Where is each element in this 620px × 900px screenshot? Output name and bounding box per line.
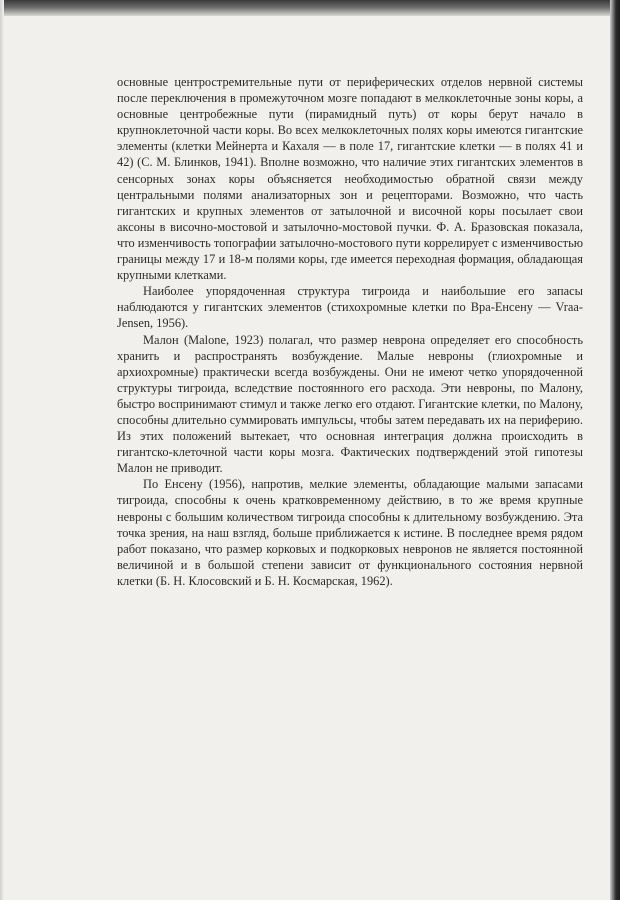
body-text — [117, 74, 583, 589]
scan-left-edge — [0, 0, 4, 900]
paragraph-malone: Малон (Malone, 1923) полагал, что размер неврона определяет его способность хранить и распространять возбуждение. Малые невроны (глиохромные и архиохромные) практически всегда возбуждены. Они не имеют четко упорядоченной структуры тигроида, вследствие постоянного его расхода. Эти невроны, по Малону, быстро воспринимают стимул и также легко его отдают. Гигантские клетки, по Малону, способны длительно суммировать импульсы, чтобы затем передавать их на периферию. Из этих положений вытекает, что основная интеграция должна происходить в гигантско-клеточной части коры мозга. Фактических подтверждений этой гипотезы Малон не приводит. — [117, 332, 583, 476]
scan-right-edge — [610, 0, 620, 900]
paragraph-jensen: По Енсену (1956), напротив, мелкие элементы, обладающие малыми запасами тигроида, способны к очень кратковременному действию, в то же время крупные невроны с большим количеством тигроида способны к длительному возбуждению. Эта точка зрения, на наш взгляд, больше приближается к истине. В последнее время рядом работ показано, что размер корковых и подкорковых невронов не является постоянной величиной и в большой степени зависит от функционального состояния нервной клетки (Б. Н. Клосовский и Б. Н. Космарская, 1962). — [117, 477, 583, 588]
paragraph-tigroid-structure: Наиболее упорядоченная структура тигроида и наибольшие его запасы наблюдаются у гигантских элементов (стихохромные клетки по Вра-Енсену — Vraa-Jensen, 1956). — [117, 284, 583, 331]
paragraph-continuation: основные центростремительные пути от периферических отделов нервной системы после переключения в промежуточном мозге попадают в мелкоклеточные зоны коры, а основные центробежные пути (пирамидный путь) от коры берут начало в крупноклеточной части коры. Во всех мелкоклеточных полях коры имеются гигантские элементы (клетки Мейнерта и Кахаля — в поле 17, гигантские клетки — в полях 41 и 42) (С. М. Блинков, 1941). Вполне возможно, что наличие этих гигантских элементов в сенсорных зонах коры объясняется необходимостью обратной связи между центральными полями анализаторных зон и рецепторами. Возможно, что часть гигантских и крупных элементов от затылочной и височной коры посылает свои аксоны в височно-мостовой и затылочно-мостовой пучки. Ф. А. Бразовская показала, что изменчивость топографии затылочно-мостового пути коррелирует с изменчивостью границы между 17 и 18-м полями коры, где имеется переходная формация, обладающая крупными клетками. — [117, 75, 583, 283]
scan-top-shadow — [0, 0, 620, 16]
